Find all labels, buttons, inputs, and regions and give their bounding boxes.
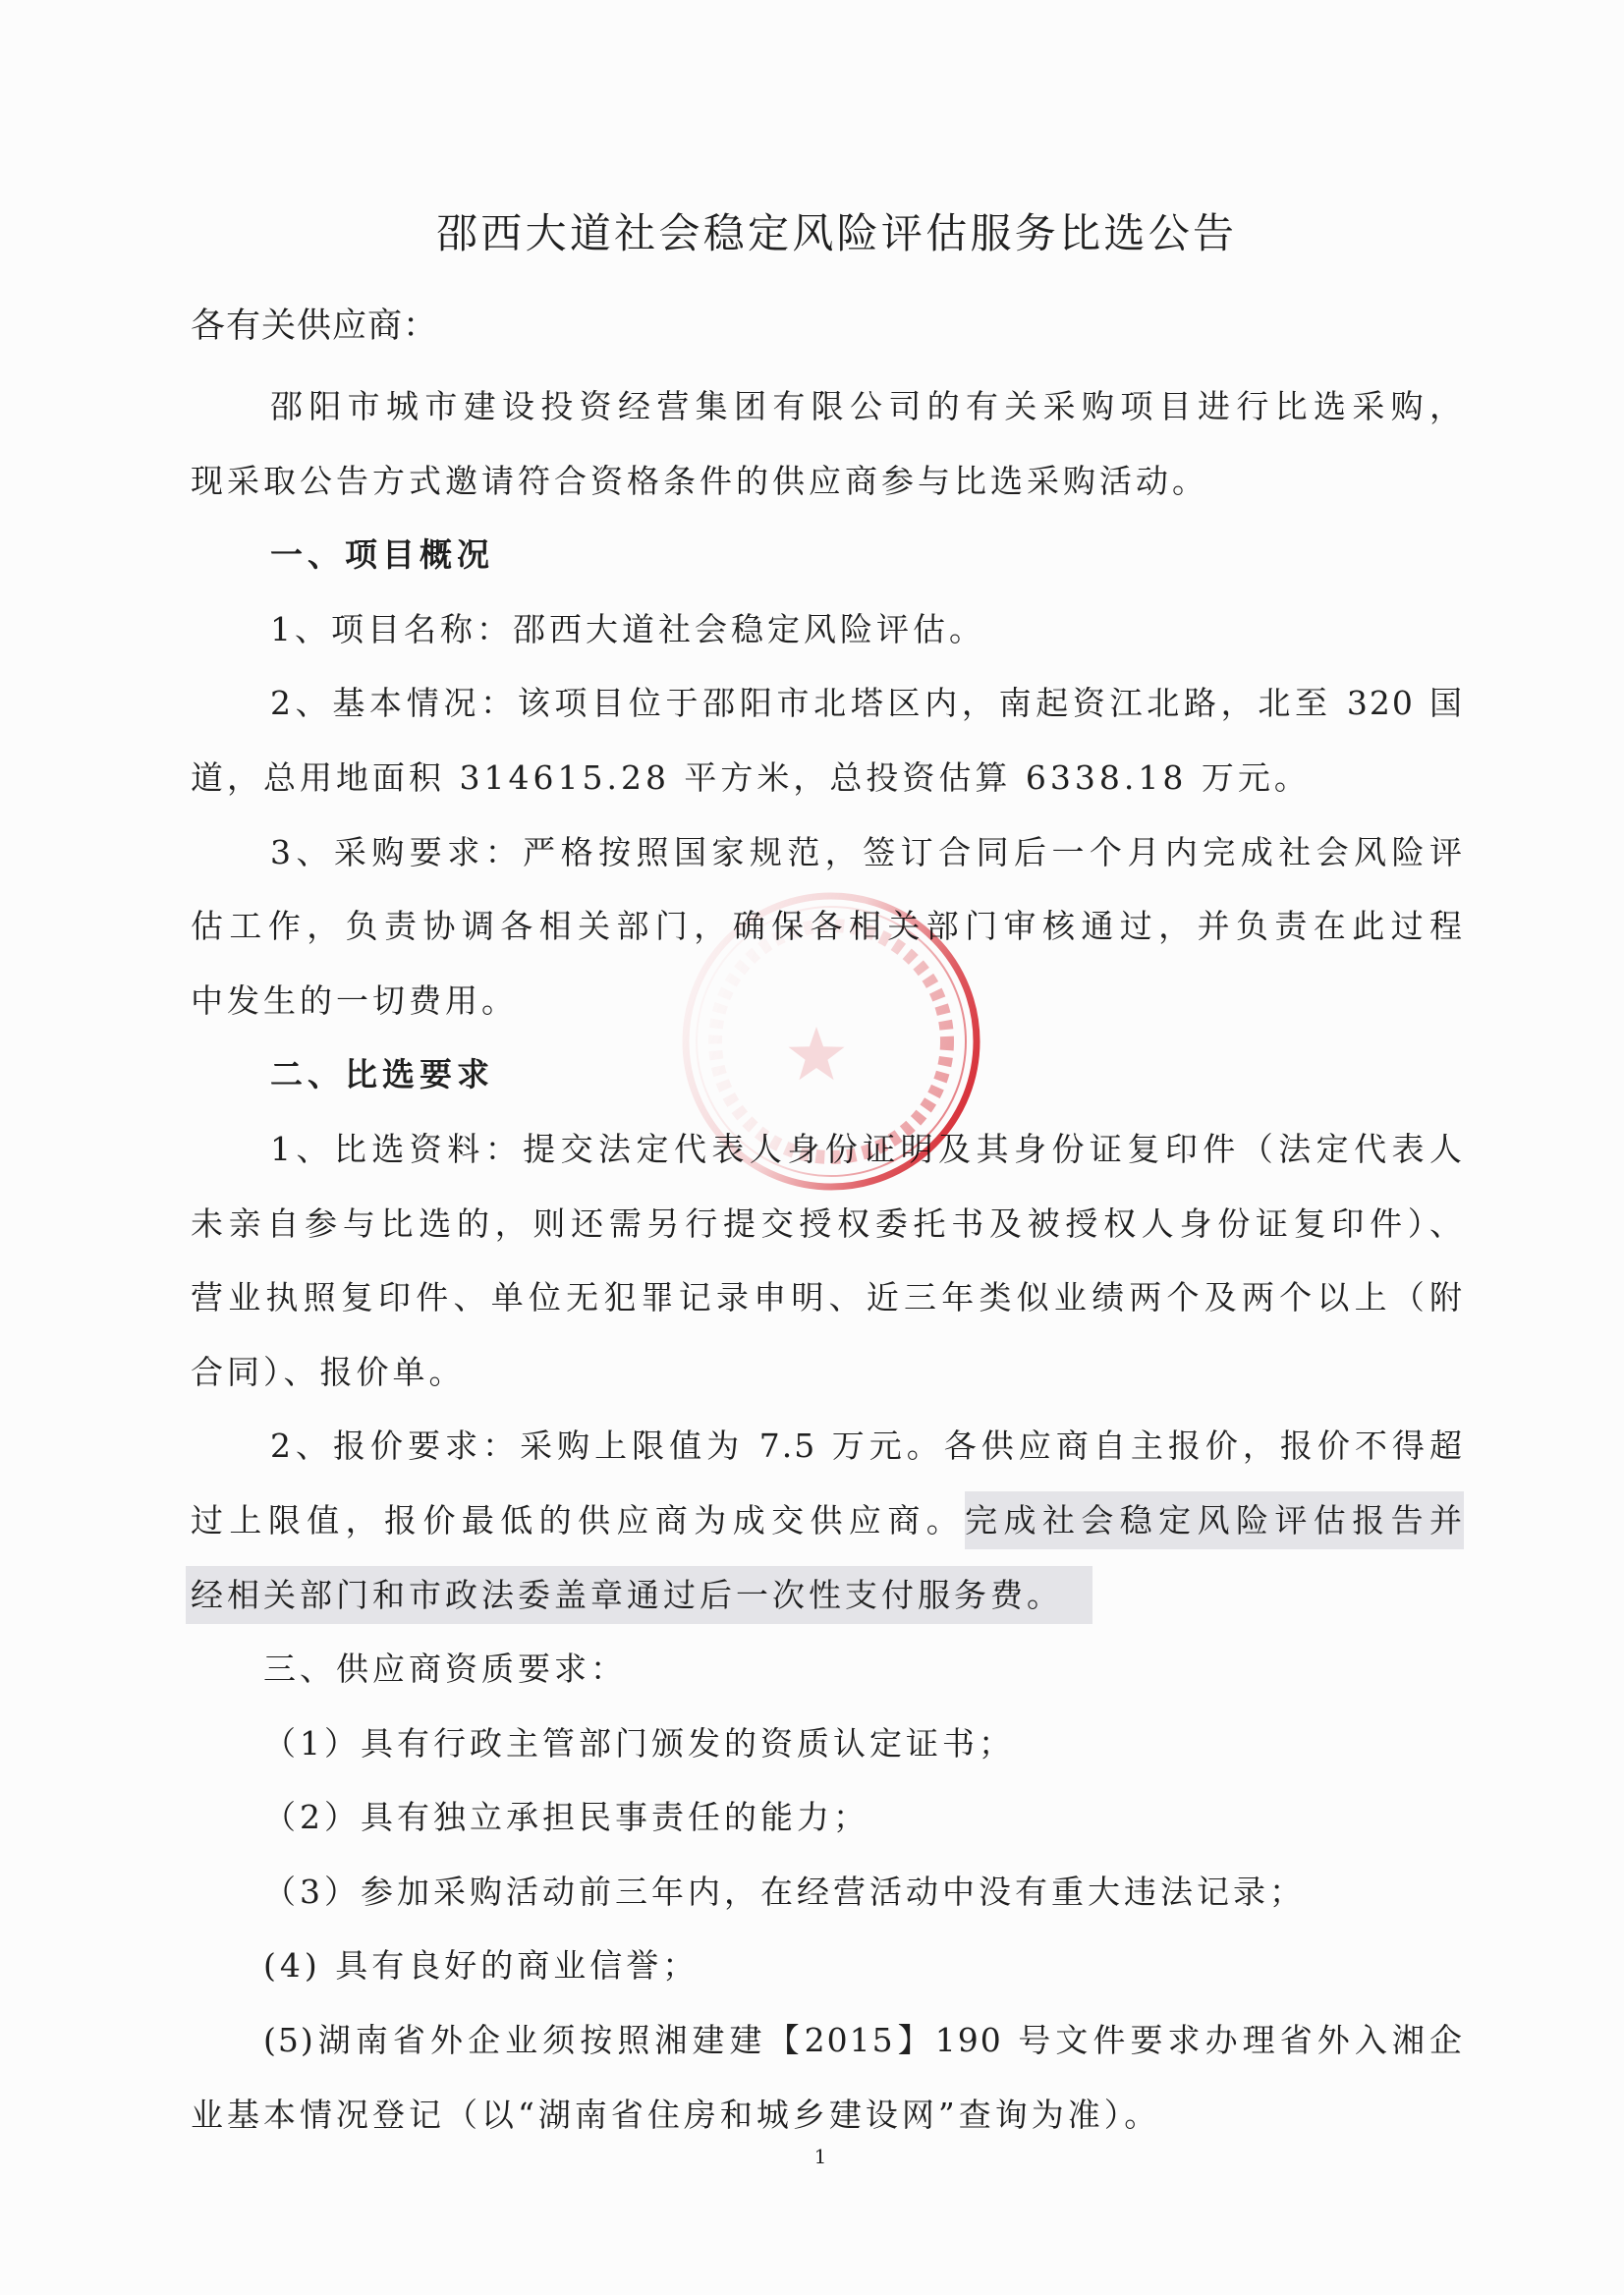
procurement-requirement-line: 3、采购要求：严格按照国家规范，签订合同后一个月内完成社会风险评	[270, 832, 1464, 871]
section-heading-selection-requirements: 二、比选要求	[270, 1055, 494, 1094]
qualification-item: （1）具有行政主管部门颁发的资质认定证书；	[263, 1723, 1015, 1763]
selection-materials-line: 未亲自参与比选的，则还需另行提交授权委托书及被授权人身份证复印件）、	[191, 1203, 1464, 1243]
selection-materials-line: 1、比选资料：提交法定代表人身份证明及其身份证复印件（法定代表人	[270, 1129, 1464, 1168]
price-requirement-line	[191, 1483, 1464, 1558]
highlighted-text: 经相关部门和市政法委盖章通过后一次性支付服务费。	[186, 1566, 1092, 1624]
intro-line: 现采取公告方式邀请符合资格条件的供应商参与比选采购活动。	[191, 461, 1208, 500]
qualification-item: （3）参加采购活动前三年内，在经营活动中没有重大违法记录；	[263, 1872, 1306, 1911]
highlighted-text: 完成社会稳定风险评估报告并	[965, 1491, 1464, 1549]
project-name-line: 1、项目名称：邵西大道社会稳定风险评估。	[270, 609, 985, 648]
document-body	[191, 369, 1464, 2152]
qualification-item: 业基本情况登记（以“湖南省住房和城乡建设网”查询为准）。	[191, 2095, 1161, 2134]
basic-info-line: 道，总用地面积 314615.28 平方米，总投资估算 6338.18 万元。	[191, 757, 1311, 797]
qualification-item: (5)湖南省外企业须按照湘建建【2015】190 号文件要求办理省外入湘企	[263, 2021, 1464, 2060]
qualification-item: （2）具有独立承担民事责任的能力；	[263, 1798, 869, 1837]
procurement-requirement-line: 估工作，负责协调各相关部门，确保各相关部门审核通过，并负责在此过程	[191, 907, 1464, 946]
document-title: 邵西大道社会稳定风险评估服务比选公告	[436, 209, 1234, 257]
selection-materials-line: 营业执照复印件、单位无犯罪记录申明、近三年类似业绩两个及两个以上（附	[191, 1278, 1464, 1317]
price-requirement-line: 2、报价要求：采购上限值为 7.5 万元。各供应商自主报价，报价不得超	[270, 1427, 1464, 1466]
price-requirement-text: 过上限值，报价最低的供应商为成交供应商。	[191, 1500, 966, 1539]
procurement-requirement-line: 中发生的一切费用。	[191, 980, 518, 1020]
qualification-item: (4) 具有良好的商业信誉；	[263, 1946, 700, 1986]
price-requirement-line	[191, 1558, 1464, 1633]
page-number: 1	[813, 2145, 827, 2168]
selection-materials-line: 合同）、报价单。	[191, 1352, 466, 1391]
section-heading-project-overview: 一、项目概况	[270, 535, 494, 575]
basic-info-line: 2、基本情况：该项目位于邵阳市北塔区内，南起资江北路，北至 320 国	[270, 684, 1464, 723]
intro-line: 邵阳市城市建设投资经营集团有限公司的有关采购项目进行比选采购，	[270, 387, 1464, 425]
salutation: 各有关供应商：	[191, 307, 439, 346]
section-heading-supplier-qualifications: 三、供应商资质要求：	[263, 1650, 627, 1689]
